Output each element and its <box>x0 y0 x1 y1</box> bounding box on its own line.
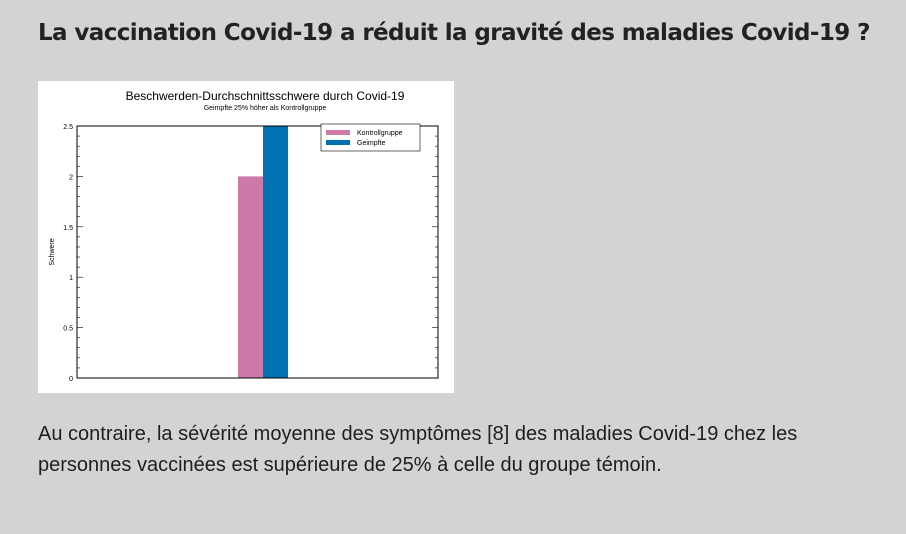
y-tick-label: 2 <box>69 174 73 182</box>
y-tick-label: 1 <box>69 275 73 283</box>
legend <box>321 124 420 151</box>
legend-swatch <box>326 130 350 135</box>
bar-geimpfte <box>263 126 288 378</box>
bars <box>238 126 288 378</box>
y-axis-label: Schwere <box>49 238 56 266</box>
chart-container <box>38 81 454 393</box>
chart-subtitle: Geimpfte 25% höher als Kontrollgruppe <box>203 105 327 112</box>
legend-swatch <box>326 140 350 145</box>
bar-kontrollgruppe <box>238 176 263 378</box>
y-tick-label: 2.5 <box>63 124 73 131</box>
legend-label: Kontrollgruppe <box>357 130 403 137</box>
chart-title: Beschwerden-Durchschnittsschwere durch Covid-19 <box>125 89 405 103</box>
y-tick-label: 0 <box>69 376 73 383</box>
y-tick-label: 1.5 <box>63 224 73 232</box>
legend-label: Geimpfte <box>357 140 386 147</box>
body-paragraph: Au contraire, la sévérité moyenne des symptômes [8] des maladies Covid-19 chez les personnes vaccinées est supérieure de 25% à celle du groupe témoin. <box>38 423 798 476</box>
page-heading: La vaccination Covid-19 a réduit la gravité des maladies Covid-19 ? <box>38 20 870 46</box>
y-tick-label: 0.5 <box>63 325 73 333</box>
bar-chart <box>38 81 454 393</box>
